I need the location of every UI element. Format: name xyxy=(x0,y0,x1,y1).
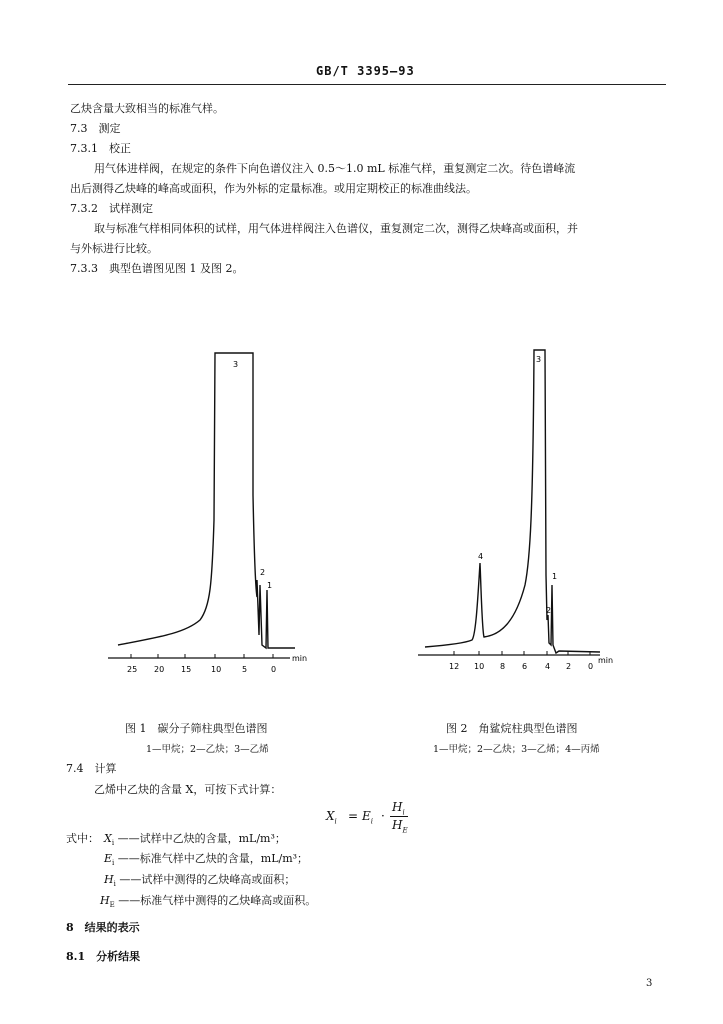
peak-label: 1 xyxy=(552,572,558,581)
formula-numerator: $H_i$ xyxy=(392,800,405,817)
peak-label: 2 xyxy=(260,568,266,577)
tick-label: 12 xyxy=(449,662,460,671)
section-heading: 7.4 计算 xyxy=(66,762,117,775)
tick-label: 10 xyxy=(474,662,485,671)
formula-denominator: $H_E$ xyxy=(392,818,408,835)
where-label: 式中： xyxy=(66,832,99,845)
tick-label: 25 xyxy=(127,665,138,674)
tick-label: 5 xyxy=(242,665,248,674)
figure2-caption: 图 2 角鲨烷柱典型色谱图 xyxy=(446,722,578,735)
header-rule xyxy=(68,84,666,85)
tick-label: 8 xyxy=(500,662,506,671)
page-number: 3 xyxy=(646,978,653,989)
tick-label: 0 xyxy=(588,662,594,671)
figure2-legend: 1—甲烷；2—乙炔；3—乙烯；4—丙烯 xyxy=(433,744,600,755)
axis-unit: min xyxy=(292,654,308,663)
standard-number: GB/T 3395—93 xyxy=(316,64,415,78)
formula-e: $E_i$ xyxy=(362,809,374,826)
figure1-legend: 1—甲烷；2—乙炔；3—乙烯 xyxy=(146,744,269,755)
paragraph-line: 取与标准气样相同体积的试样，用气体进样阀注入色谱仪，重复测定二次，测得乙炔峰高或面积，并 xyxy=(94,222,578,235)
tick-label: 20 xyxy=(154,665,165,674)
chromatogram-figure2 xyxy=(410,345,620,685)
definition-row: $X_i$ ——试样中乙炔的含量，mL/m³； xyxy=(104,832,286,848)
axis-unit: min xyxy=(598,656,614,665)
tick-label: 6 xyxy=(522,662,528,671)
trace-line xyxy=(118,353,295,648)
section-heading: 8 结果的表示 xyxy=(66,921,140,934)
peak-label: 3 xyxy=(536,355,542,364)
peak-label: 4 xyxy=(478,552,484,561)
chromatogram-figure1 xyxy=(100,345,320,685)
tick-label: 15 xyxy=(181,665,192,674)
tick-label: 0 xyxy=(271,665,277,674)
definition-row: $H_E$ ——标准气样中测得的乙炔峰高或面积。 xyxy=(100,894,317,910)
tick-label: 2 xyxy=(566,662,572,671)
formula-equals: = xyxy=(348,809,359,823)
formula-lhs: $X_i$ xyxy=(326,809,337,826)
text-line: 乙炔含量大致相当的标准气样。 xyxy=(70,102,224,115)
definition-row: $E_i$ ——标准气样中乙炔的含量，mL/m³； xyxy=(104,852,309,868)
formula-dot: · xyxy=(381,809,385,823)
section-heading: 8.1 分析结果 xyxy=(66,950,141,963)
paragraph-line: 用气体进样阀，在规定的条件下向色谱仪注入 0.5～1.0 mL 标准气样，重复测定二次。待色谱峰流 xyxy=(94,162,576,175)
section-heading: 7.3 测定 xyxy=(70,122,121,135)
peak-label: 1 xyxy=(267,581,273,590)
section-heading: 7.3.2 试样测定 xyxy=(70,202,153,215)
paragraph-line: 乙烯中乙炔的含量 X，可按下式计算： xyxy=(94,783,282,796)
fraction-bar xyxy=(390,816,408,817)
paragraph-line: 出后测得乙炔峰的峰高或面积，作为外标的定量标准。或用定期校正的标准曲线法。 xyxy=(70,182,477,195)
definition-row: $H_i$ ——试样中测得的乙炔峰高或面积； xyxy=(104,873,296,889)
peak-label: 2 xyxy=(546,606,552,615)
tick-label: 10 xyxy=(211,665,222,674)
trace-line xyxy=(425,350,600,653)
peak-label: 3 xyxy=(233,360,239,369)
section-heading: 7.3.1 校正 xyxy=(70,142,131,155)
paragraph-line: 与外标进行比较。 xyxy=(70,242,158,255)
section-heading: 7.3.3 典型色谱图见图 1 及图 2。 xyxy=(70,262,244,275)
tick-label: 4 xyxy=(545,662,551,671)
figure1-caption: 图 1 碳分子筛柱典型色谱图 xyxy=(125,722,268,735)
